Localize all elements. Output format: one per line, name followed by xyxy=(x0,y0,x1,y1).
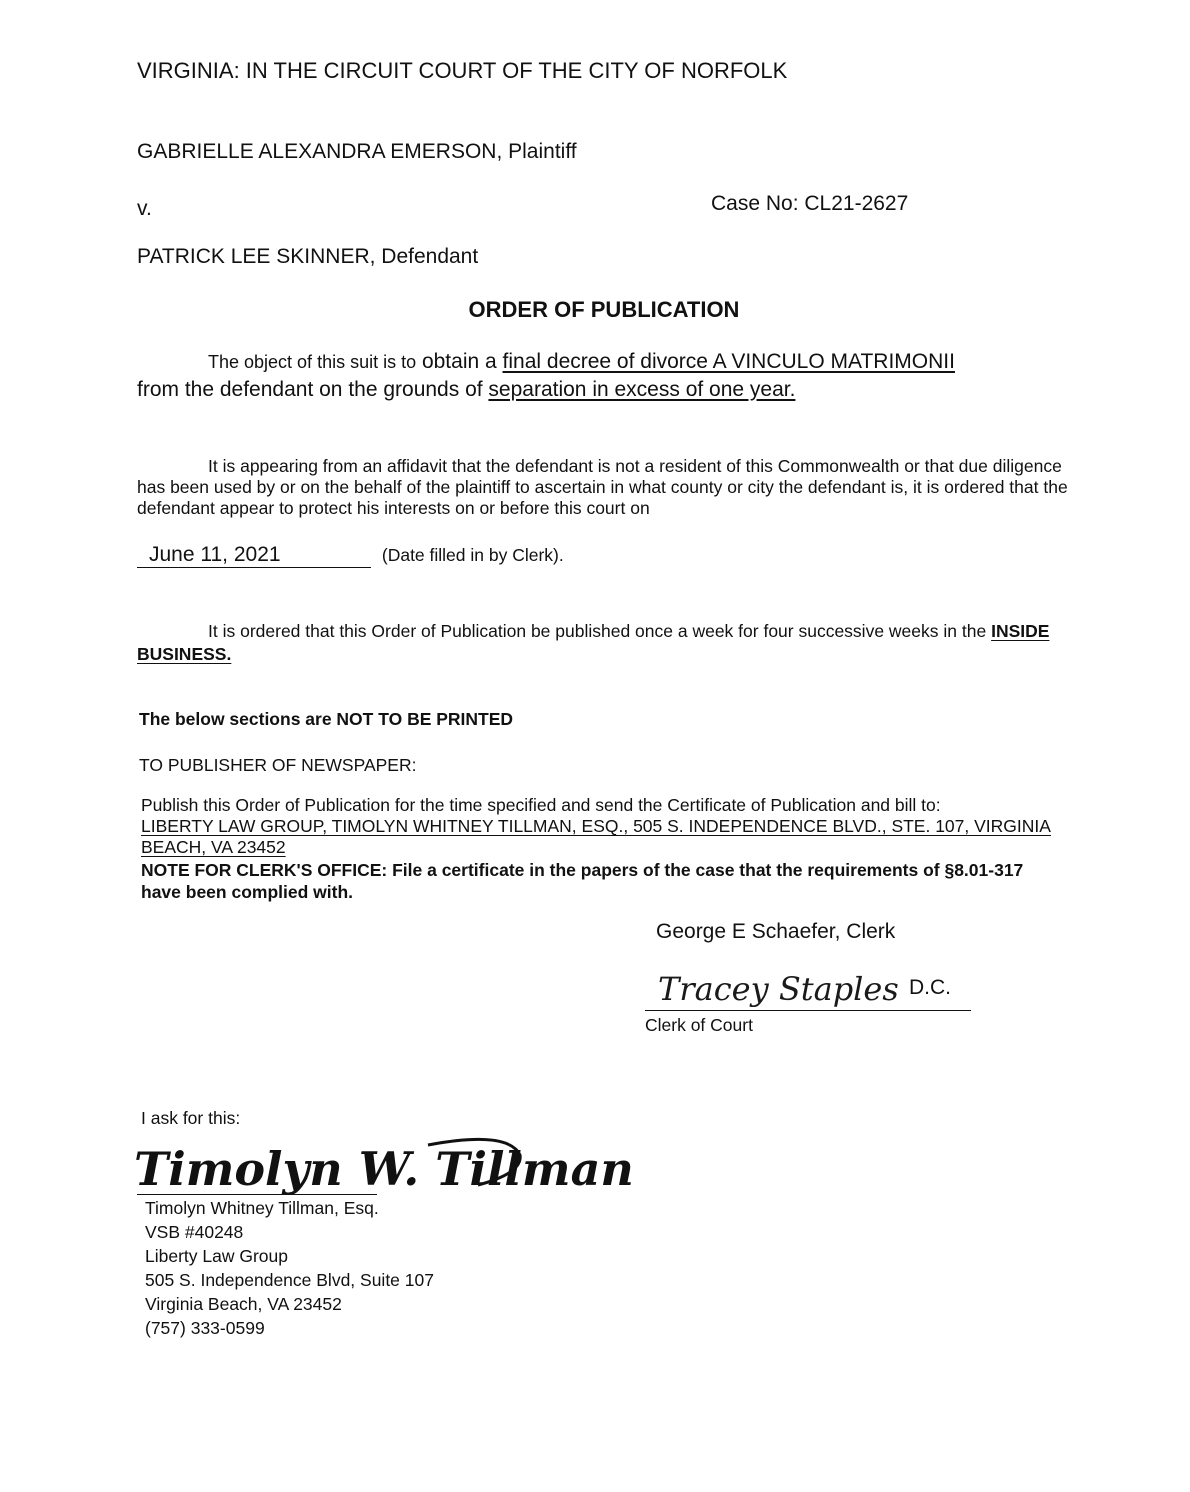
publication-order-text: It is ordered that this Order of Publication be published once a week for four successive weeks in the xyxy=(208,621,987,641)
publisher-instructions xyxy=(141,795,1066,858)
bill-to-address: LIBERTY LAW GROUP, TIMOLYN WHITNEY TILLMAN, ESQ., 505 S. INDEPENDENCE BLVD., STE. 107, VIRGINIA BEACH, VA 23452 xyxy=(141,816,1051,857)
versus-label: v. xyxy=(137,197,152,220)
attorney-vsb: VSB #40248 xyxy=(145,1222,244,1242)
newspaper-name: INSIDE BUSINESS. xyxy=(137,621,1050,664)
clerk-signature-line xyxy=(645,1010,971,1011)
suit-object-decree: final decree of divorce A VINCULO MATRIMONII xyxy=(502,350,955,373)
affidavit-paragraph: It is appearing from an affidavit that the defendant is not a resident of this Commonwealth or that due diligence has been used by or on the behalf of the plaintiff to ascertain in what county or city the defendant is, it is ordered that the defendant appear to protect his interests on or before this court on xyxy=(137,456,1068,518)
attorney-firm: Liberty Law Group xyxy=(145,1246,288,1266)
suit-object-line-2 xyxy=(137,378,795,402)
court-heading: VIRGINIA: IN THE CIRCUIT COURT OF THE CITY OF NORFOLK xyxy=(137,58,788,83)
clerk-signature-text: Tracey Staples xyxy=(658,970,899,1008)
suit-object-line-1 xyxy=(208,350,955,374)
request-label: I ask for this: xyxy=(141,1108,241,1128)
publisher-instructions-text: Publish this Order of Publication for the time specified and send the Certificate of Publication and bill to: xyxy=(141,795,941,815)
clerk-office-note: NOTE FOR CLERK'S OFFICE: File a certificate in the papers of the case that the requirements of §8.01-317 have been complied with. xyxy=(141,860,1024,902)
attorney-signature-text: Timolyn W. Tillman xyxy=(134,1142,634,1196)
defendant-name: PATRICK LEE SKINNER, Defendant xyxy=(137,245,479,268)
clerk-title: Clerk of Court xyxy=(645,1015,753,1035)
not-printed-notice: The below sections are NOT TO BE PRINTED xyxy=(139,709,514,729)
attorney-street: 505 S. Independence Blvd, Suite 107 xyxy=(145,1270,434,1290)
suit-object-lead-small: The object of this suit is to xyxy=(208,352,417,372)
attorney-signature-line xyxy=(137,1194,377,1195)
deputy-clerk-suffix: D.C. xyxy=(909,976,951,999)
suit-object-grounds: separation in excess of one year. xyxy=(488,378,796,401)
to-publisher-heading: TO PUBLISHER OF NEWSPAPER: xyxy=(139,755,417,775)
attorney-contact-block xyxy=(145,1196,434,1340)
attorney-signature xyxy=(128,1125,634,1205)
clerk-signature xyxy=(652,958,902,1018)
attorney-phone: (757) 333-0599 xyxy=(145,1318,265,1338)
case-number: Case No: CL21-2627 xyxy=(711,192,909,215)
document-title: ORDER OF PUBLICATION xyxy=(468,297,740,322)
appearance-date-line xyxy=(137,543,564,568)
appearance-date: June 11, 2021 xyxy=(137,543,371,568)
plaintiff-name: GABRIELLE ALEXANDRA EMERSON, Plaintiff xyxy=(137,140,577,163)
attorney-city: Virginia Beach, VA 23452 xyxy=(145,1294,342,1314)
clerk-name: George E Schaefer, Clerk xyxy=(656,920,896,943)
publication-order-paragraph xyxy=(137,620,1072,666)
appearance-date-note: (Date filled in by Clerk). xyxy=(381,545,564,565)
suit-object-lead: obtain a xyxy=(421,350,497,373)
suit-object-from: from the defendant on the grounds of xyxy=(137,378,483,401)
attorney-name: Timolyn Whitney Tillman, Esq. xyxy=(145,1198,379,1218)
